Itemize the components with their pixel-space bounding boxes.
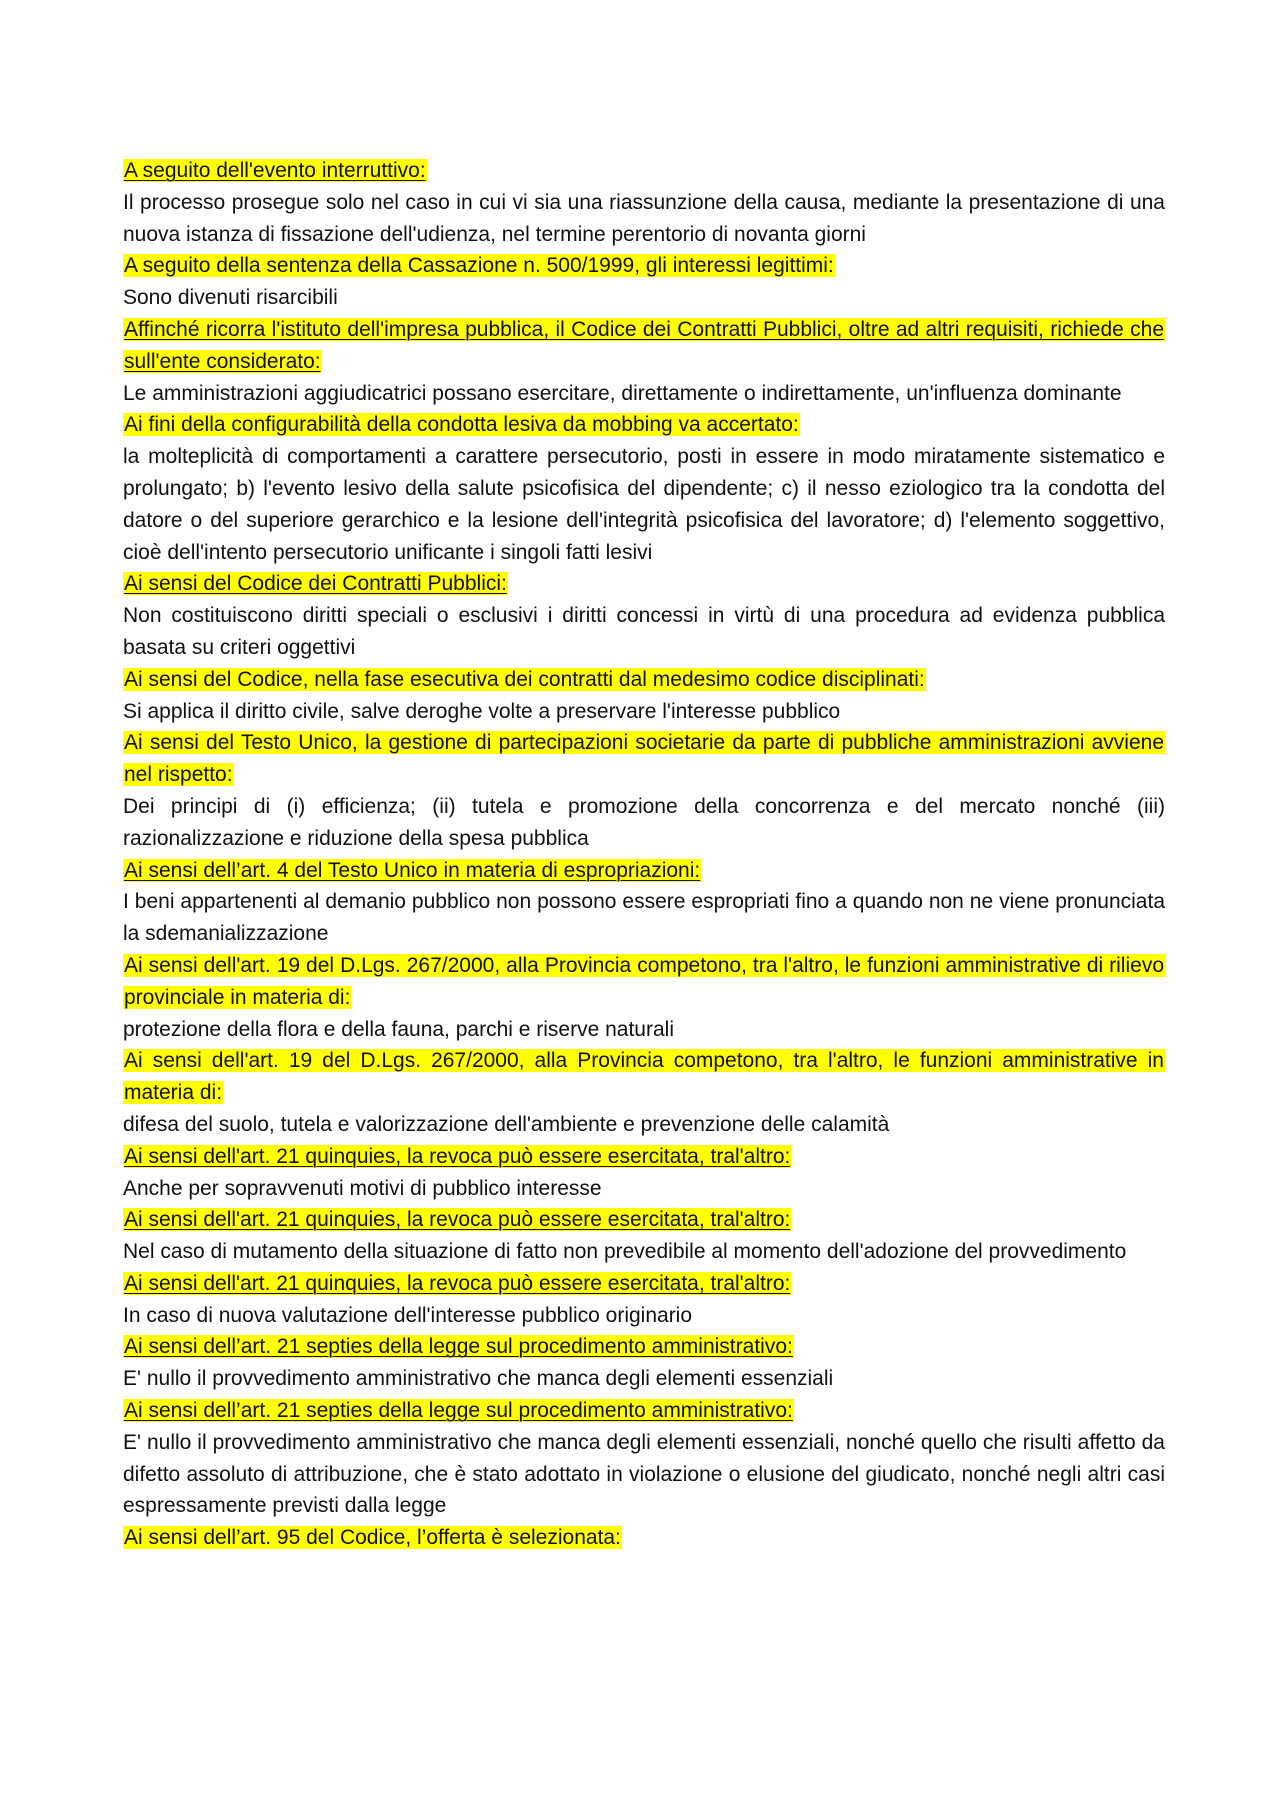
question-text [123,855,1165,887]
qa-entry [123,250,1165,314]
highlighted-question: Ai sensi dell’art. 21 septies della legge sul procedimento amministrativo: [124,1399,793,1423]
question-text [123,314,1165,378]
answer-text: Il processo prosegue solo nel caso in cui vi sia una riassunzione della causa, mediante la presentazione di una nuova istanza di fissazione dell'udienza, nel termine perentorio di novanta giorni [123,190,1165,246]
document-page [123,155,1165,1554]
answer-text: Nel caso di mutamento della situazione di fatto non prevedibile al momento dell'adozione del provvedimento [123,1240,1127,1264]
qa-entry [123,1522,1165,1554]
answer-text: Dei principi di (i) efficienza; (ii) tutela e promozione della concorrenza e del mercato nonché (iii) razionalizzazione e riduzione della spesa pubblica [123,794,1165,850]
highlighted-question: Ai fini della configurabilità della condotta lesiva da mobbing va accertato: [124,413,799,437]
qa-entry [123,568,1165,663]
highlighted-question: Ai sensi del Codice, nella fase esecutiva dei contratti dal medesimo codice disciplinati: [124,667,925,691]
question-text [123,155,1165,187]
question-text [123,1331,1165,1363]
qa-entry [123,155,1165,250]
highlighted-question: Ai sensi dell’art. 4 del Testo Unico in materia di espropriazioni: [124,858,701,882]
highlighted-question: Ai sensi dell'art. 19 del D.Lgs. 267/2000, alla Provincia competono, tra l'altro, le funzioni amministrative di rilievo provinciale in materia di: [124,953,1164,1009]
qa-entry [123,314,1165,409]
highlighted-question: Ai sensi del Testo Unico, la gestione di partecipazioni societarie da parte di pubbliche amministrazioni avviene nel rispetto: [124,731,1164,787]
highlighted-question: Ai sensi dell'art. 19 del D.Lgs. 267/2000, alla Provincia competono, tra l'altro, le funzioni amministrative in materia di: [124,1049,1164,1105]
highlighted-question: Ai sensi del Codice dei Contratti Pubblici: [124,572,507,596]
qa-entry [123,1141,1165,1205]
question-text [123,568,1165,600]
question-text [123,950,1165,1014]
highlighted-question: Ai sensi dell’art. 21 septies della legge sul procedimento amministrativo: [124,1335,793,1359]
answer-text: I beni appartenenti al demanio pubblico non possono essere espropriati fino a quando non ne viene pronunciata la sdemanializzazione [123,890,1165,946]
highlighted-question: Ai sensi dell'art. 21 quinquies, la revoca può essere esercitata, tral'altro: [124,1208,791,1232]
question-text [123,1522,1165,1554]
highlighted-question: Ai sensi dell'art. 21 quinquies, la revoca può essere esercitata, tral'altro: [124,1271,791,1295]
qa-entry [123,664,1165,728]
highlighted-question: A seguito dell'evento interruttivo: [124,159,426,182]
question-text [123,1204,1165,1236]
highlighted-question: Ai sensi dell’art. 95 del Codice, l’offerta è selezionata: [124,1526,621,1550]
answer-text: Le amministrazioni aggiudicatrici possano esercitare, direttamente o indirettamente, un'influenza dominante [123,381,1122,405]
question-text [123,727,1165,791]
qa-entry [123,727,1165,854]
highlighted-question: Ai sensi dell'art. 21 quinquies, la revoca può essere esercitata, tral'altro: [124,1144,791,1168]
qa-entry [123,1395,1165,1522]
answer-text: Si applica il diritto civile, salve deroghe volte a preservare l'interesse pubblico [123,699,841,723]
answer-text: Anche per sopravvenuti motivi di pubblico interesse [123,1176,602,1200]
question-text [123,664,1165,696]
highlighted-question: Affinché ricorra l'istituto dell'impresa pubblica, il Codice dei Contratti Pubblici, oltre ad altri requisiti, richiede che sull'ente considerato: [124,317,1164,373]
answer-text: la molteplicità di comportamenti a carattere persecutorio, posti in essere in modo miratamente sistematico e prolungato; b) l'evento lesivo della salute psicofisica del dipendente; c) il nesso eziologico tra la condotta del datore o del superiore gerarchico e la lesione dell'integrità psicofisica del lavoratore; d) l'elemento soggettivo, cioè dell'intento persecutorio unificante i singoli fatti lesivi [123,445,1165,564]
qa-entry [123,1331,1165,1395]
answer-text: E' nullo il provvedimento amministrativo che manca degli elementi essenziali, nonché quello che risulti affetto da difetto assoluto di attribuzione, che è stato adottato in violazione o elusione del giudicato, nonché negli altri casi espressamente previsti dalla legge [123,1430,1165,1518]
qa-entry [123,409,1165,568]
question-text [123,1141,1165,1173]
answer-text: difesa del suolo, tutela e valorizzazione dell'ambiente e prevenzione delle calamità [123,1112,890,1136]
qa-entry [123,950,1165,1045]
highlighted-question: A seguito della sentenza della Cassazione n. 500/1999, gli interessi legittimi: [124,254,834,278]
qa-entry [123,855,1165,950]
answer-text: E' nullo il provvedimento amministrativo che manca degli elementi essenziali [123,1367,834,1391]
answer-text: Non costituiscono diritti speciali o esclusivi i diritti concessi in virtù di una procedura ad evidenza pubblica basata su criteri oggettivi [123,604,1165,659]
question-text [123,1395,1165,1427]
question-text [123,250,1165,282]
question-text [123,1268,1165,1300]
qa-entry [123,1045,1165,1140]
question-text [123,409,1165,441]
answer-text: protezione della flora e della fauna, parchi e riserve naturali [123,1017,674,1041]
qa-entry [123,1204,1165,1268]
answer-text: In caso di nuova valutazione dell'interesse pubblico originario [123,1303,693,1327]
question-text [123,1045,1165,1109]
answer-text: Sono divenuti risarcibili [123,286,338,310]
qa-entry [123,1268,1165,1332]
